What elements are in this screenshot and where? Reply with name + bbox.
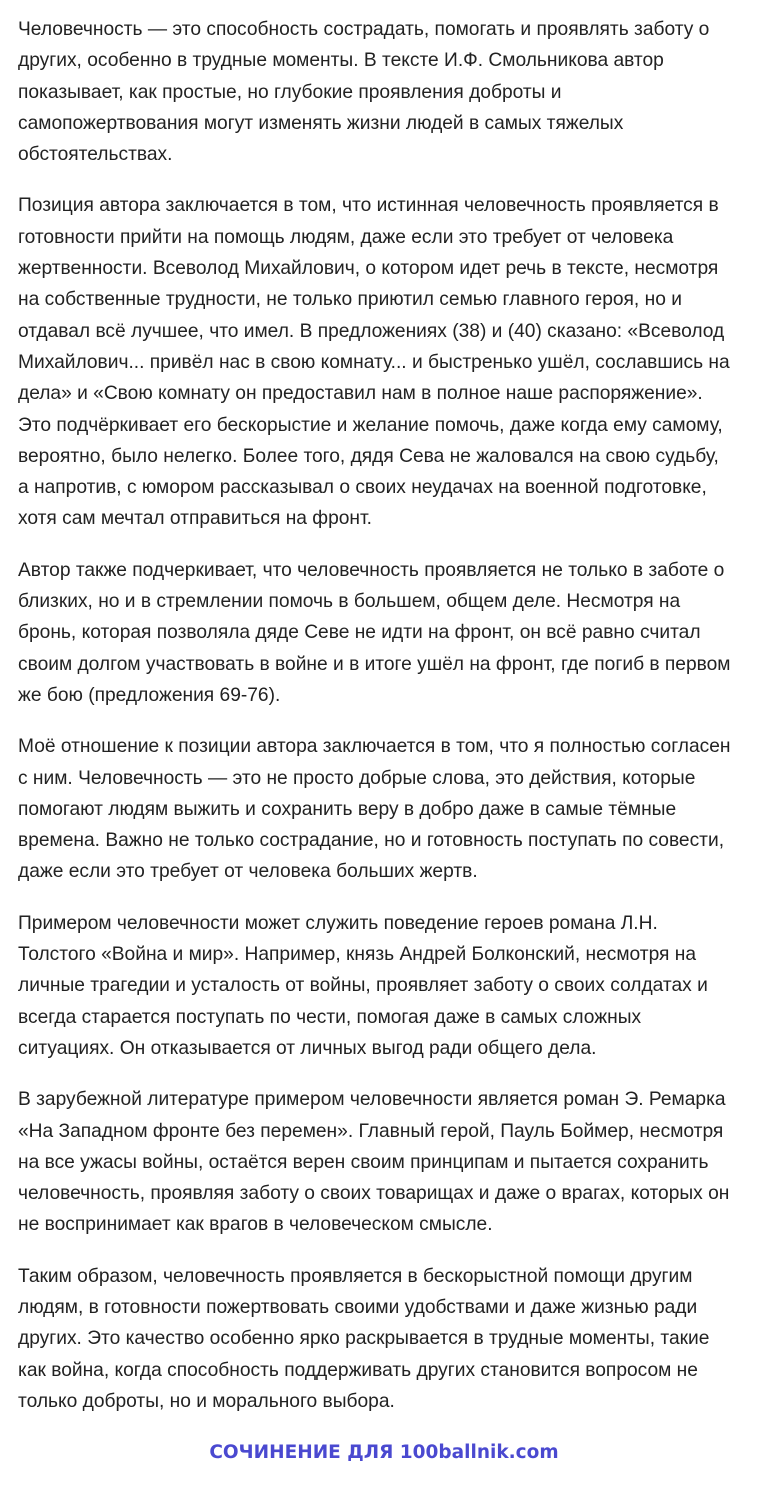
text-line: показывает, как простые, но глубокие проявления доброты и: [18, 81, 562, 103]
text-line: Моё отношение к позиции автора заключается в том, что я полностью согласен: [18, 736, 731, 758]
text-line: человечность, проявляя заботу о своих товарищах и даже о врагах, которых он: [18, 1183, 730, 1205]
text-line: готовности прийти на помощь людям, даже если это требует от человека: [18, 226, 674, 248]
text-line: обстоятельствах.: [18, 144, 173, 166]
text-line: Примером человечности может служить поведение героев романа Л.Н.: [18, 912, 658, 934]
paragraph-author-position: [18, 190, 758, 534]
text-line: людям, в готовности пожертвовать своими удобствами и даже жизнью ради: [18, 1296, 698, 1318]
text-line: самопожертвования могут изменять жизни людей в самых тяжелых: [18, 112, 624, 134]
text-line: на собственные трудности, не только приютил семью главного героя, но и: [18, 289, 682, 311]
paragraph-author-emphasis: [18, 555, 758, 711]
text-line: Человечность — это способность сострадать, помогать и проявлять заботу о: [18, 19, 710, 40]
text-line: вероятно, было нелегко. Более того, дядя Сева не жаловался на свою судьбу,: [18, 445, 719, 467]
paragraph-example-remarque: [18, 1084, 758, 1240]
text-line: всегда старается поступать по чести, помогая даже в самых сложных: [18, 1006, 642, 1028]
text-line: времена. Важно не только сострадание, но и готовность поступать по совести,: [18, 830, 725, 852]
text-line: не воспринимает как врагов в человеческом смысле.: [18, 1214, 493, 1236]
text-line: а напротив, с юмором рассказывал о своих неудачах на военной подготовке,: [18, 477, 707, 499]
text-line: других, особенно в трудные моменты. В тексте И.Ф. Смольникова автор: [18, 50, 664, 72]
text-line: Михайлович... привёл нас в свою комнату... и быстренько ушёл, сославшись на: [18, 351, 730, 373]
text-line: Позиция автора заключается в том, что истинная человечность проявляется в: [18, 195, 719, 217]
text-line: Это подчёркивает его бескорыстие и желание помочь, даже когда ему самому,: [18, 414, 723, 436]
text-line: как война, когда способность поддерживать других становится вопросом не: [18, 1359, 698, 1381]
text-line: своим долгом участвовать в войне и в итоге ушёл на фронт, где погиб в первом: [18, 653, 731, 675]
text-line: Автор также подчеркивает, что человечность проявляется не только в заботе о: [18, 559, 725, 581]
paragraph-example-tolstoy: [18, 908, 758, 1064]
text-line: же бою (предложения 69-76).: [18, 684, 281, 706]
text-line: «На Западном фронте без перемен». Главный герой, Пауль Боймер, несмотря: [18, 1120, 724, 1142]
essay-body: [18, 14, 758, 1437]
text-line: помогают людям выжить и сохранить веру в добро даже в самые тёмные: [18, 798, 677, 820]
paragraph-conclusion: [18, 1261, 758, 1417]
text-line: хотя сам мечтал отправиться на фронт.: [18, 508, 373, 530]
text-line: В зарубежной литературе примером человечности является роман Э. Ремарка: [18, 1089, 726, 1111]
text-line: близких, но и в стремлении помочь в большем, общем деле. Несмотря на: [18, 591, 681, 613]
text-line: только доброты, но и морального выбора.: [18, 1390, 395, 1412]
text-line: дела» и «Свою комнату он предоставил нам в полное наше распоряжение».: [18, 383, 703, 405]
text-line: личные трагедии и усталость от войны, проявляет заботу о своих солдатах и: [18, 975, 708, 997]
text-line: жертвенности. Всеволод Михайлович, о котором идет речь в тексте, несмотря: [18, 258, 719, 280]
paragraph-introduction: [18, 14, 758, 170]
text-line: на все ужасы войны, остаётся верен своим принципам и пытается сохранить: [18, 1151, 709, 1173]
text-line: отдавал всё лучшее, что имел. В предложениях (38) и (40) сказано: «Всеволод: [18, 320, 725, 342]
footer-watermark: СОЧИНЕНИЕ ДЛЯ 100ballnik.com: [209, 1442, 559, 1463]
text-line: с ним. Человечность — это не просто добрые слова, это действия, которые: [18, 767, 696, 789]
text-line: бронь, которая позволяла дяде Севе не идти на фронт, он всё равно считал: [18, 622, 701, 644]
text-line: других. Это качество особенно ярко раскрывается в трудные моменты, такие: [18, 1328, 710, 1350]
text-line: даже если это требует от человека больших жертв.: [18, 861, 478, 883]
text-line: Таким образом, человечность проявляется в бескорыстной помощи другим: [18, 1265, 693, 1287]
text-line: ситуациях. Он отказывается от личных выгод ради общего дела.: [18, 1037, 597, 1059]
text-line: Толстого «Война и мир». Например, князь Андрей Болконский, несмотря на: [18, 944, 697, 966]
paragraph-own-opinion: [18, 731, 758, 887]
